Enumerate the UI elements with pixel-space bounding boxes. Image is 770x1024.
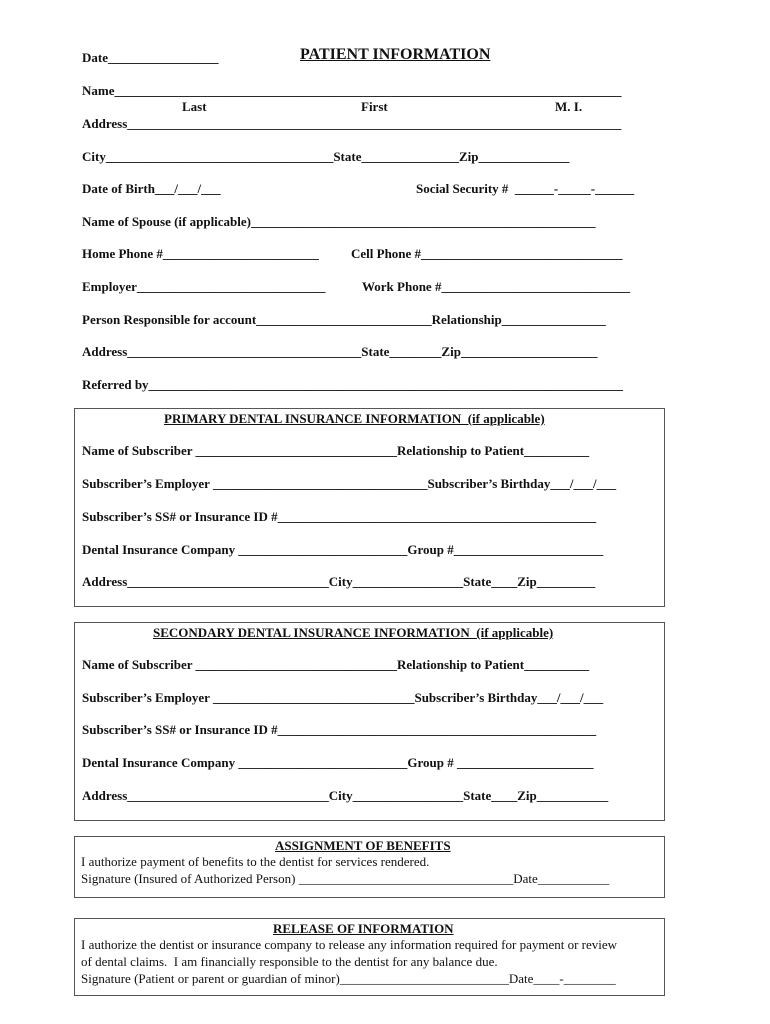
primary-ssid-field[interactable]: Subscriber’s SS# or Insurance ID #_________________________________________________	[82, 509, 597, 524]
release-statement-line2: of dental claims. I am financially responsible to the dentist for any balance due.	[81, 954, 498, 969]
work-phone-field[interactable]: Work Phone #_____________________________	[362, 279, 630, 294]
name-field[interactable]: Name______________________________________________________________________________	[82, 83, 622, 98]
secondary-subscriber-field[interactable]: Name of Subscriber _______________________________Relationship to Patient__________	[82, 657, 590, 672]
primary-subscriber-field[interactable]: Name of Subscriber _______________________________Relationship to Patient__________	[82, 443, 590, 458]
page-title: PATIENT INFORMATION	[300, 46, 491, 63]
primary-company-field[interactable]: Dental Insurance Company __________________________Group #_______________________	[82, 542, 604, 557]
secondary-insurance-heading: SECONDARY DENTAL INSURANCE INFORMATION (if applicable)	[153, 625, 554, 640]
home-phone-field[interactable]: Home Phone #________________________	[82, 246, 319, 261]
release-signature-field[interactable]: Signature (Patient or parent or guardian of minor)__________________________Date____-________	[81, 971, 616, 986]
assignment-heading: ASSIGNMENT OF BENEFITS	[275, 838, 451, 853]
dob-field[interactable]: Date of Birth___/___/___	[82, 181, 221, 196]
release-heading: RELEASE OF INFORMATION	[273, 921, 454, 936]
name-last-label: Last	[182, 99, 207, 114]
secondary-address-field[interactable]: Address_______________________________City_________________State____Zip___________	[82, 788, 609, 803]
address-field[interactable]: Address____________________________________________________________________________	[82, 116, 622, 131]
secondary-ssid-field[interactable]: Subscriber’s SS# or Insurance ID #_________________________________________________	[82, 722, 597, 737]
ssn-field[interactable]: Social Security # ______-_____-______	[416, 181, 635, 196]
release-statement-line1: I authorize the dentist or insurance company to release any information required for payment or review	[81, 937, 618, 952]
spouse-field[interactable]: Name of Spouse (if applicable)_____________________________________________________	[82, 214, 596, 229]
cell-phone-field[interactable]: Cell Phone #_______________________________	[351, 246, 623, 261]
primary-address-field[interactable]: Address_______________________________City_________________State____Zip_________	[82, 574, 596, 589]
name-first-label: First	[361, 99, 388, 114]
referred-by-field[interactable]: Referred by_________________________________________________________________________	[82, 377, 624, 392]
responsible-person-field[interactable]: Person Responsible for account___________________________Relationship________________	[82, 312, 606, 327]
name-mi-label: M. I.	[555, 99, 583, 114]
city-state-zip-field[interactable]: City___________________________________State_______________Zip______________	[82, 149, 570, 164]
secondary-employer-field[interactable]: Subscriber’s Employer _______________________________Subscriber’s Birthday___/___/___	[82, 690, 604, 705]
secondary-company-field[interactable]: Dental Insurance Company __________________________Group # _____________________	[82, 755, 594, 770]
employer-field[interactable]: Employer_____________________________	[82, 279, 326, 294]
address2-field[interactable]: Address____________________________________State________Zip_____________________	[82, 344, 598, 359]
date-field[interactable]: Date_________________	[82, 50, 219, 65]
primary-insurance-heading: PRIMARY DENTAL INSURANCE INFORMATION (if applicable)	[164, 411, 545, 426]
assignment-signature-field[interactable]: Signature (Insured of Authorized Person) _________________________________Date___________	[81, 871, 610, 886]
primary-employer-field[interactable]: Subscriber’s Employer _________________________________Subscriber’s Birthday___/___/___	[82, 476, 617, 491]
assignment-statement: I authorize payment of benefits to the dentist for services rendered.	[81, 854, 430, 869]
